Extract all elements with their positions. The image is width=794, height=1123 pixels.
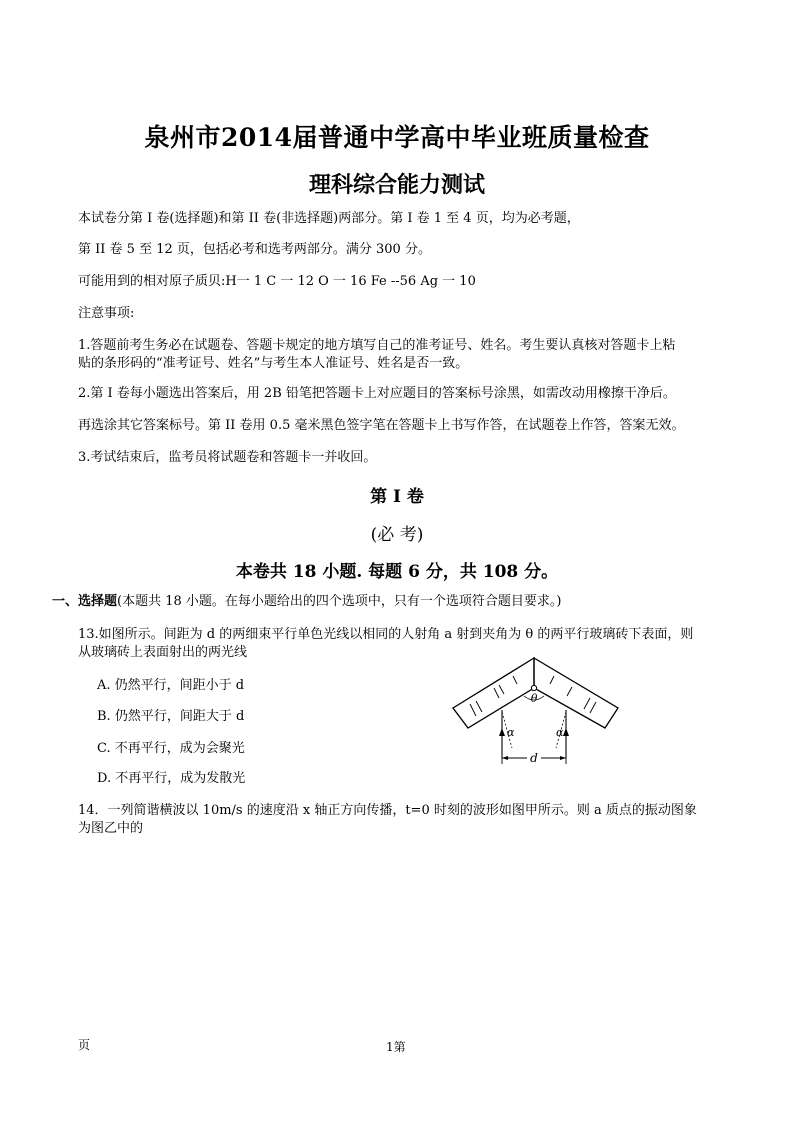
alpha-right-label: α <box>556 726 564 739</box>
intro-line-1: 本试卷分第 I 卷(选择题)和第 II 卷(非选择题)两部分。第 I 卷 1 至 4 页，均为必考题， <box>78 211 580 226</box>
q14-stem-line-1: 14．一列简谐横波以 10m/s 的速度沿 x 轴正方向传播，t=0 时刻的波形如图甲所示。则 a 质点的振动图象 <box>78 803 697 818</box>
footer-page-number: 1第 <box>386 1040 406 1054</box>
q13-stem-line-1: 13.如图所示。间距为 d 的两细束平行单色光线以相同的人射角 a 射到夹角为 θ 的两平行玻璃砖下表面，则 <box>78 627 694 642</box>
alpha-left-label: α <box>507 726 515 739</box>
right-glass-brick <box>534 658 618 728</box>
d-label: d <box>530 751 538 765</box>
q13-option-c: C. 不再平行，成为会聚光 <box>97 741 245 756</box>
section-title: 第 I 卷 <box>370 487 424 507</box>
intro-line-3: 可能用到的相对原子质贝:H一 1 C 一 12 O 一 16 Fe --56 Ag 一 10 <box>78 274 476 289</box>
q13-figure <box>450 654 630 772</box>
q13-option-d: D. 不再平行，成为发散光 <box>97 771 246 786</box>
page-subtitle: 理科综合能力测试 <box>308 172 485 198</box>
left-glass-brick <box>453 658 534 728</box>
note-2-line-2: 再选涂其它答案标号。第 II 卷用 0.5 毫米黑色签字笔在答题卡上书写作答，在试题卷上作答，答案无效。 <box>78 418 685 433</box>
theta-label: θ <box>530 692 538 705</box>
apex-marker <box>531 685 536 690</box>
q13-option-b: B. 仍然平行，间距大于 d <box>97 709 245 724</box>
q13-stem-line-2: 从玻璃砖上表面射出的两光线 <box>78 645 248 660</box>
note-3: 3.考试结束后，监考员将试题卷和答题卡一并收回。 <box>78 450 377 465</box>
q14-stem-line-2: 为图乙中的 <box>78 821 144 836</box>
right-ray-arrow <box>563 728 569 736</box>
notes-heading: 注意事项: <box>78 306 135 321</box>
section-summary: 本卷共 18 小题. 每题 6 分，共 108 分。 <box>235 562 559 582</box>
left-ray-arrow <box>499 728 505 736</box>
q13-option-a: A. 仍然平行，间距小于 d <box>97 678 245 693</box>
intro-line-2: 第 II 卷 5 至 12 页，包括必考和选考两部分。满分 300 分。 <box>78 242 431 257</box>
note-1-line-2: 贴的条形码的“准考证号、姓名”与考生本人准证号、姓名是否一致。 <box>78 356 469 371</box>
part-1-label: 一、选择题 <box>52 594 118 609</box>
footer-left: 页 <box>78 1038 91 1052</box>
part-1-heading <box>52 593 561 610</box>
section-subtitle: (必 考) <box>370 525 424 545</box>
note-2-line-1: 2.第 I 卷每小题选出答案后，用 2B 铅笔把答题卡上对应题目的答案标号涂黑，如需改动用橡擦干净后。 <box>78 386 676 401</box>
part-1-description: (本题共 18 小题。在每小题给出的四个选项中，只有一个选项符合题目要求。) <box>117 594 562 609</box>
page-title: 泉州市2014届普通中学高中毕业班质量检查 <box>144 123 650 152</box>
note-1-line-1: 1.答题前考生务必在试题卷、答题卡规定的地方填写自己的准考证号、姓名。考生要认真核对答题卡上粘 <box>78 338 676 353</box>
